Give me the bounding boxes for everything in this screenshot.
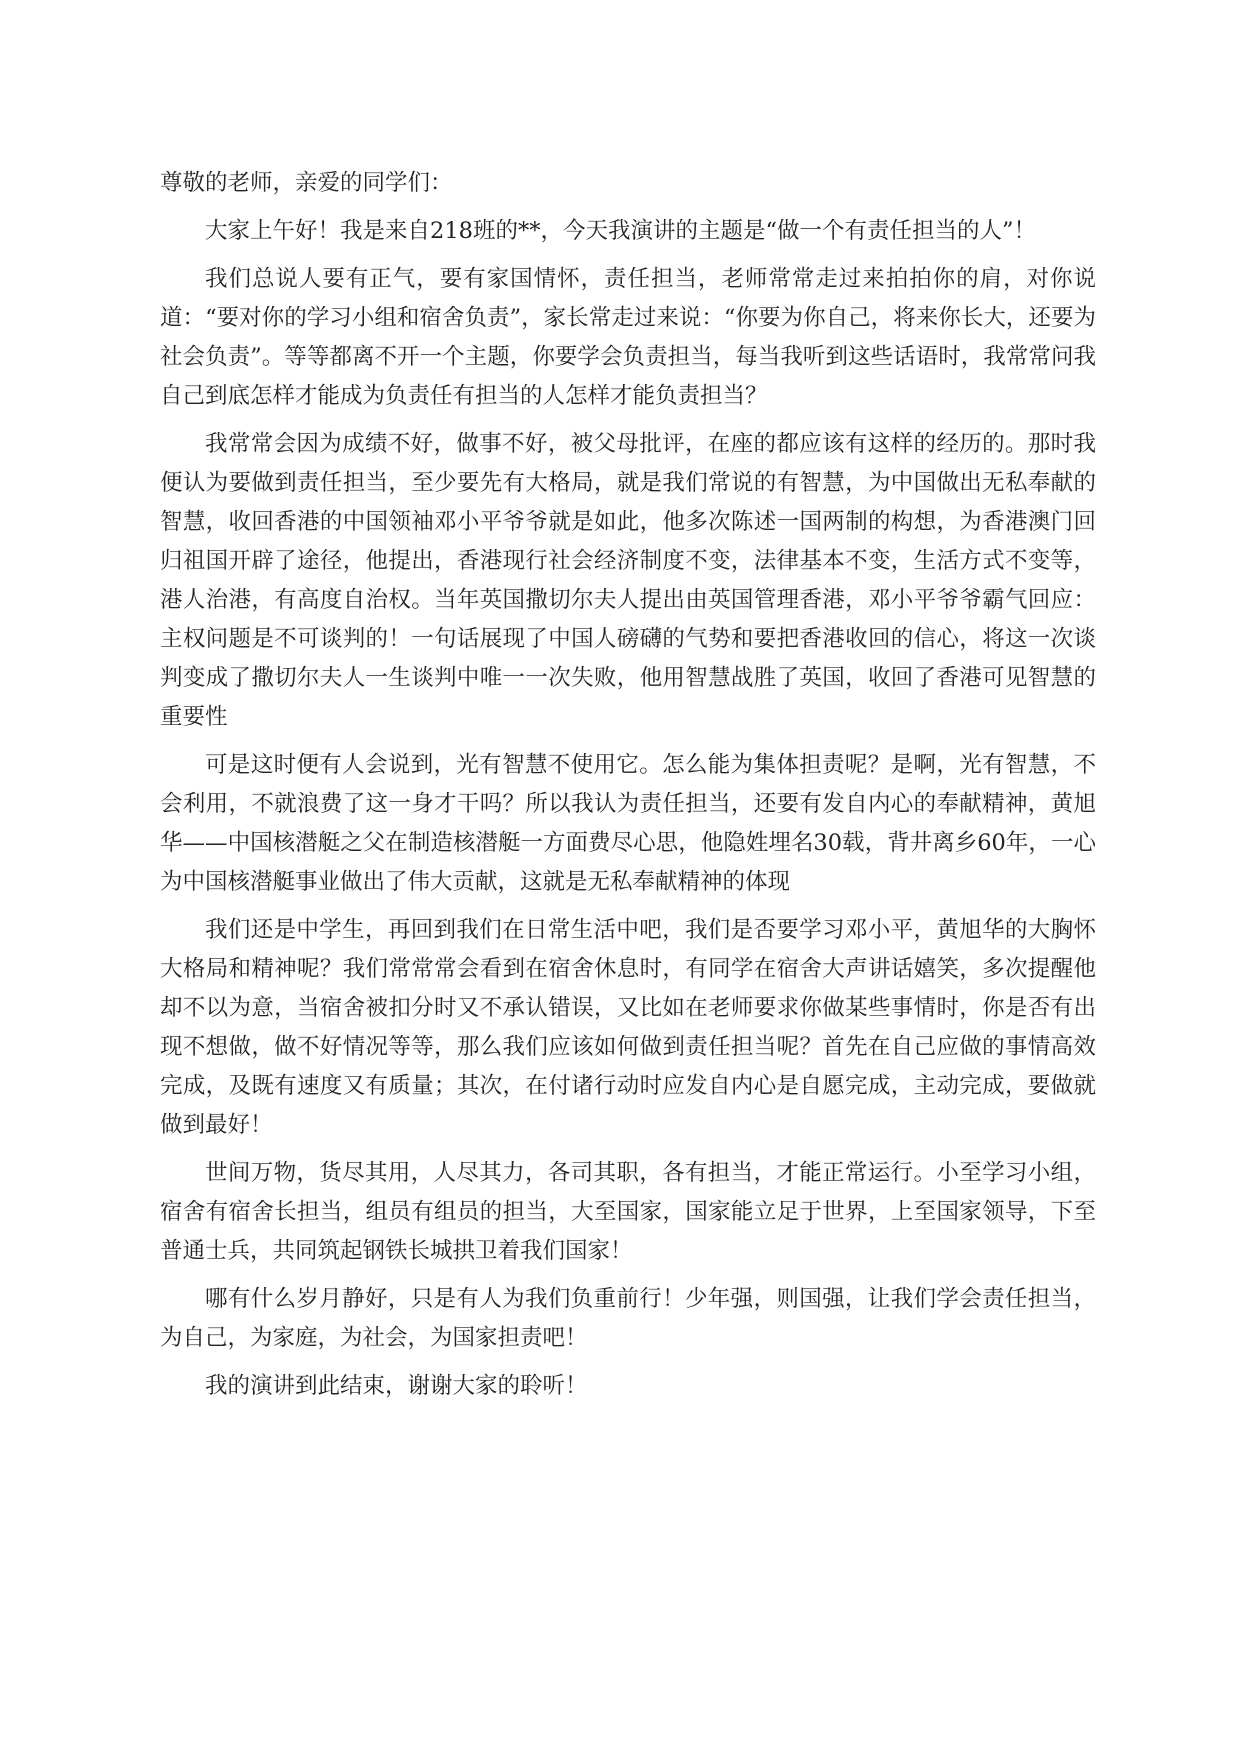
paragraph-greeting: 大家上午好！我是来自218班的**，今天我演讲的主题是“做一个有责任担当的人”！: [205, 218, 1036, 244]
paragraph-call-to-action: 哪有什么岁月静好，只是有人为我们负重前行！少年强，则国强，让我们学会责任担当，为自己，为家庭，为社会，为国家担责吧！: [160, 1286, 1096, 1351]
paragraph-everyone-has-role: 世间万物，货尽其用，人尽其力，各司其职，各有担当，才能正常运行。小至学习小组，宿舍有宿舍长担当，组员有组员的担当，大至国家，国家能立足于世界，上至国家领导，下至普通士兵，共同筑起钢铁长城拱卫着我们国家！: [160, 1160, 1096, 1264]
paragraph-responsibility-intro: 我们总说人要有正气，要有家国情怀，责任担当，老师常常走过来拍拍你的肩，对你说道：“要对你的学习小组和宿舍负责”，家长常走过来说：“你要为你自己，将来你长大，还要为社会负责”。等等都离不开一个主题，你要学会负责担当，每当我听到这些话语时，我常常问我自己到底怎样才能成为负责任有担当的人怎样才能负责担当？: [160, 266, 1096, 409]
paragraph-wisdom-deng-xiaoping: 我常常会因为成绩不好，做事不好，被父母批评，在座的都应该有这样的经历的。那时我便认为要做到责任担当，至少要先有大格局，就是我们常说的有智慧，为中国做出无私奉献的智慧，收回香港的中国领袖邓小平爷爷就是如此，他多次陈述一国两制的构想，为香港澳门回归祖国开辟了途径，他提出，香港现行社会经济制度不变，法律基本不变，生活方式不变等，港人治港，有高度自治权。当年英国撒切尔夫人提出由英国管理香港，邓小平爷爷霸气回应：主权问题是不可谈判的！一句话展现了中国人磅礴的气势和要把香港收回的信心，将这一次谈判变成了撒切尔夫人一生谈判中唯一一次失败，他用智慧战胜了英国，收回了香港可见智慧的重要性: [160, 431, 1096, 730]
document-page: [160, 164, 1096, 1415]
paragraph-closing: 我的演讲到此结束，谢谢大家的聆听！: [205, 1373, 588, 1399]
paragraph-dedication-huang-xuhua: 可是这时便有人会说到，光有智慧不使用它。怎么能为集体担责呢？是啊，光有智慧，不会利用，不就浪费了这一身才干吗？所以我认为责任担当，还要有发自内心的奉献精神，黄旭华——中国核潜艇之父在制造核潜艇一方面费尽心思，他隐姓埋名30载，背井离乡60年，一心为中国核潜艇事业做出了伟大贡献，这就是无私奉献精神的体现: [160, 752, 1096, 895]
salutation: 尊敬的老师，亲爱的同学们：: [160, 170, 453, 196]
paragraph-daily-life: 我们还是中学生，再回到我们在日常生活中吧，我们是否要学习邓小平，黄旭华的大胸怀大格局和精神呢？我们常常常会看到在宿舍休息时，有同学在宿舍大声讲话嬉笑，多次提醒他却不以为意，当宿舍被扣分时又不承认错误，又比如在老师要求你做某些事情时，你是否有出现不想做，做不好情况等等，那么我们应该如何做到责任担当呢？首先在自己应做的事情高效完成，及既有速度又有质量；其次，在付诸行动时应发自内心是自愿完成，主动完成，要做就做到最好！: [160, 917, 1096, 1138]
